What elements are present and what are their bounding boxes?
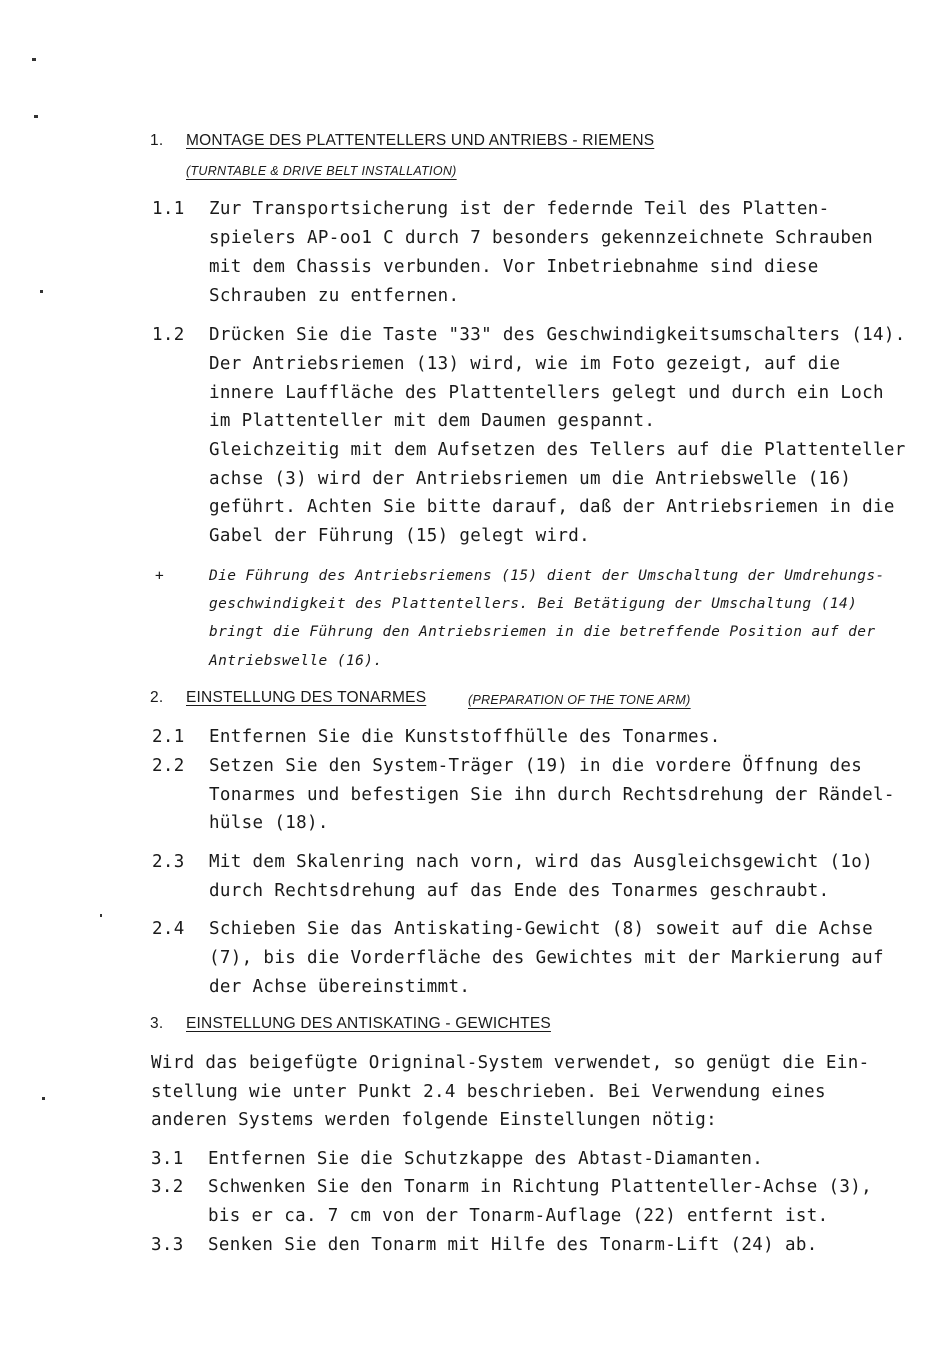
- item-text-line: der Achse übereinstimmt.: [209, 977, 471, 997]
- note-marker: +: [155, 568, 165, 584]
- section-heading: MONTAGE DES PLATTENTELLERS UND ANTRIEBS - RIEMENS: [186, 132, 655, 149]
- item-number: 3.2: [151, 1177, 184, 1197]
- note-line: Die Führung des Antriebsriemens (15) dient der Umschaltung der Umdrehungs-: [209, 568, 885, 584]
- scan-speck: [100, 914, 102, 917]
- item-text-line: Drücken Sie die Taste "33" des Geschwindigkeitsumschalters (14).: [209, 325, 906, 345]
- section-subheading: (TURNTABLE & DRIVE BELT INSTALLATION): [186, 164, 457, 178]
- item-text-line: im Plattenteller mit dem Daumen gespannt.: [209, 411, 656, 431]
- note-line: Antriebswelle (16).: [209, 653, 383, 669]
- section-subheading: (PREPARATION OF THE TONE ARM): [468, 693, 691, 707]
- item-text-line: Mit dem Skalenring nach vorn, wird das Ausgleichsgewicht (1o): [209, 852, 874, 872]
- paragraph-line: Wird das beigefügte Origninal-System verwendet, so genügt die Ein-: [151, 1053, 870, 1073]
- item-text-line: spielers AP-oo1 C durch 7 besonders gekennzeichnete Schrauben: [209, 228, 874, 248]
- item-text-line: Senken Sie den Tonarm mit Hilfe des Tonarm-Lift (24) ab.: [208, 1235, 818, 1255]
- note-line: bringt die Führung den Antriebsriemen in die betreffende Position auf der: [209, 624, 876, 640]
- item-text-line: Zur Transportsicherung ist der federnde Teil des Platten-: [209, 199, 830, 219]
- item-text-line: bis er ca. 7 cm von der Tonarm-Auflage (22) entfernt ist.: [208, 1206, 829, 1226]
- item-number: 2.4: [152, 919, 185, 939]
- scan-speck: [32, 58, 36, 61]
- item-text-line: Gleichzeitig mit dem Aufsetzen des Tellers auf die Plattenteller: [209, 440, 906, 460]
- item-number: 1.2: [152, 325, 185, 345]
- item-text-line: achse (3) wird der Antriebsriemen um die Antriebswelle (16): [209, 469, 852, 489]
- item-text-line: (7), bis die Vorderfläche des Gewichtes mit der Markierung auf: [209, 948, 884, 968]
- item-number: 2.2: [152, 756, 185, 776]
- section-heading: EINSTELLUNG DES ANTISKATING - GEWICHTES: [186, 1015, 551, 1032]
- item-text-line: Tonarmes und befestigen Sie ihn durch Rechtsdrehung der Rändel-: [209, 785, 895, 805]
- item-text-line: Entfernen Sie die Kunststoffhülle des Tonarmes.: [209, 727, 721, 747]
- item-text-line: durch Rechtsdrehung auf das Ende des Tonarmes geschraubt.: [209, 881, 830, 901]
- section-number: 2.: [150, 689, 164, 706]
- item-text-line: hülse (18).: [209, 813, 329, 833]
- section-number: 1.: [150, 132, 164, 149]
- scan-speck: [40, 290, 43, 293]
- item-text-line: Schwenken Sie den Tonarm in Richtung Plattenteller-Achse (3),: [208, 1177, 873, 1197]
- item-number: 2.3: [152, 852, 185, 872]
- scan-speck: [42, 1097, 45, 1100]
- item-text-line: Schieben Sie das Antiskating-Gewicht (8) soweit auf die Achse: [209, 919, 874, 939]
- section-number: 3.: [150, 1015, 164, 1032]
- item-text-line: Schrauben zu entfernen.: [209, 286, 460, 306]
- item-text-line: Der Antriebsriemen (13) wird, wie im Foto gezeigt, auf die: [209, 354, 841, 374]
- paragraph-line: anderen Systems werden folgende Einstellungen nötig:: [151, 1110, 718, 1130]
- paragraph-line: stellung wie unter Punkt 2.4 beschrieben. Bei Verwendung eines: [151, 1082, 826, 1102]
- item-text-line: innere Lauffläche des Plattentellers gelegt und durch ein Loch: [209, 383, 884, 403]
- item-number: 2.1: [152, 727, 185, 747]
- item-number: 3.1: [151, 1149, 184, 1169]
- item-text-line: mit dem Chassis verbunden. Vor Inbetriebnahme sind diese: [209, 257, 819, 277]
- item-number: 1.1: [152, 199, 185, 219]
- item-text-line: geführt. Achten Sie bitte darauf, daß der Antriebsriemen in die: [209, 497, 895, 517]
- section-heading: EINSTELLUNG DES TONARMES: [186, 689, 427, 706]
- scan-speck: [34, 115, 38, 118]
- item-number: 3.3: [151, 1235, 184, 1255]
- item-text-line: Gabel der Führung (15) gelegt wird.: [209, 526, 591, 546]
- item-text-line: Setzen Sie den System-Träger (19) in die vordere Öffnung des: [209, 756, 863, 776]
- item-text-line: Entfernen Sie die Schutzkappe des Abtast-Diamanten.: [208, 1149, 764, 1169]
- note-line: geschwindigkeit des Plattentellers. Bei Betätigung der Umschaltung (14): [209, 596, 858, 612]
